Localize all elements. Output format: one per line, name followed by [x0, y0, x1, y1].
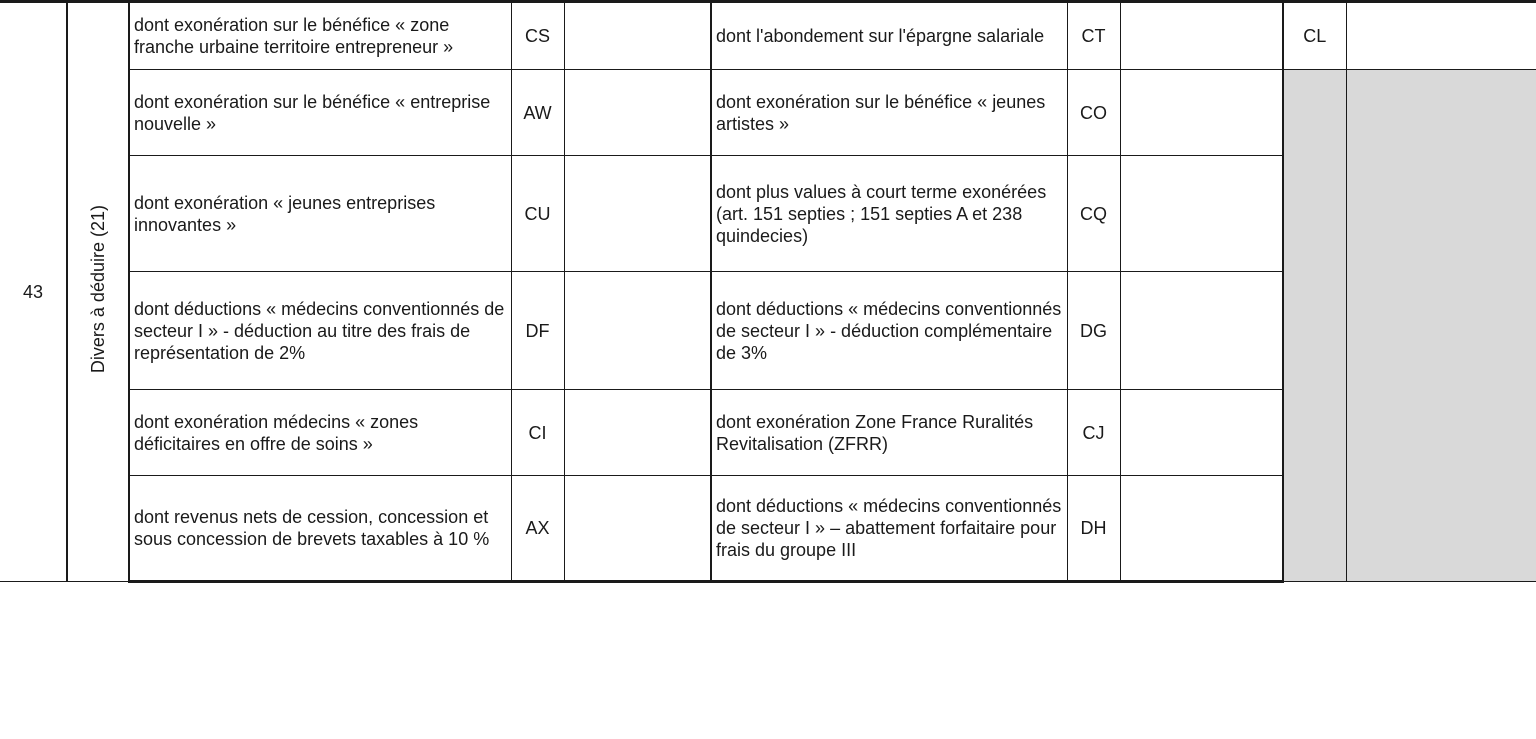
right-value-field[interactable]	[1120, 272, 1283, 390]
right-code: CT	[1067, 2, 1120, 70]
total-code: CL	[1283, 2, 1346, 70]
right-value-field[interactable]	[1120, 390, 1283, 476]
right-description: dont l'abondement sur l'épargne salariale	[711, 2, 1067, 70]
shaded-cell	[1283, 70, 1346, 582]
left-description: dont exonération médecins « zones déficitaires en offre de soins »	[129, 390, 511, 476]
table-row	[0, 2, 1536, 70]
shaded-cell	[1346, 70, 1536, 582]
section-label: Divers à déduire (21)	[88, 205, 108, 374]
right-code: CJ	[1067, 390, 1120, 476]
right-value-field[interactable]	[1120, 476, 1283, 582]
left-value-field[interactable]	[564, 390, 711, 476]
left-code: DF	[511, 272, 564, 390]
right-value-field[interactable]	[1120, 2, 1283, 70]
total-value-field[interactable]	[1346, 2, 1536, 70]
right-value-field[interactable]	[1120, 70, 1283, 156]
left-code: CI	[511, 390, 564, 476]
left-code: CS	[511, 2, 564, 70]
left-value-field[interactable]	[564, 70, 711, 156]
left-value-field[interactable]	[564, 272, 711, 390]
left-value-field[interactable]	[564, 156, 711, 272]
left-value-field[interactable]	[564, 2, 711, 70]
table-row	[0, 70, 1536, 156]
line-number: 43	[0, 2, 67, 582]
left-code: AX	[511, 476, 564, 582]
right-description: dont exonération sur le bénéfice « jeunes artistes »	[711, 70, 1067, 156]
left-description: dont revenus nets de cession, concession et sous concession de brevets taxables à 10 %	[129, 476, 511, 582]
right-description: dont plus values à court terme exonérées (art. 151 septies ; 151 septies A et 238 quindecies)	[711, 156, 1067, 272]
left-value-field[interactable]	[564, 476, 711, 582]
right-code: CO	[1067, 70, 1120, 156]
left-code: AW	[511, 70, 564, 156]
section-label-cell	[67, 2, 129, 582]
right-description: dont déductions « médecins conventionnés de secteur I » – abattement forfaitaire pour frais du groupe III	[711, 476, 1067, 582]
left-description: dont exonération « jeunes entreprises innovantes »	[129, 156, 511, 272]
left-code: CU	[511, 156, 564, 272]
left-description: dont exonération sur le bénéfice « entreprise nouvelle »	[129, 70, 511, 156]
right-code: DH	[1067, 476, 1120, 582]
right-value-field[interactable]	[1120, 156, 1283, 272]
right-code: CQ	[1067, 156, 1120, 272]
right-description: dont déductions « médecins conventionnés de secteur I » - déduction complémentaire de 3%	[711, 272, 1067, 390]
right-description: dont exonération Zone France Ruralités Revitalisation (ZFRR)	[711, 390, 1067, 476]
left-description: dont exonération sur le bénéfice « zone franche urbaine territoire entrepreneur »	[129, 2, 511, 70]
right-code: DG	[1067, 272, 1120, 390]
left-description: dont déductions « médecins conventionnés de secteur I » - déduction au titre des frais de représentation de 2%	[129, 272, 511, 390]
